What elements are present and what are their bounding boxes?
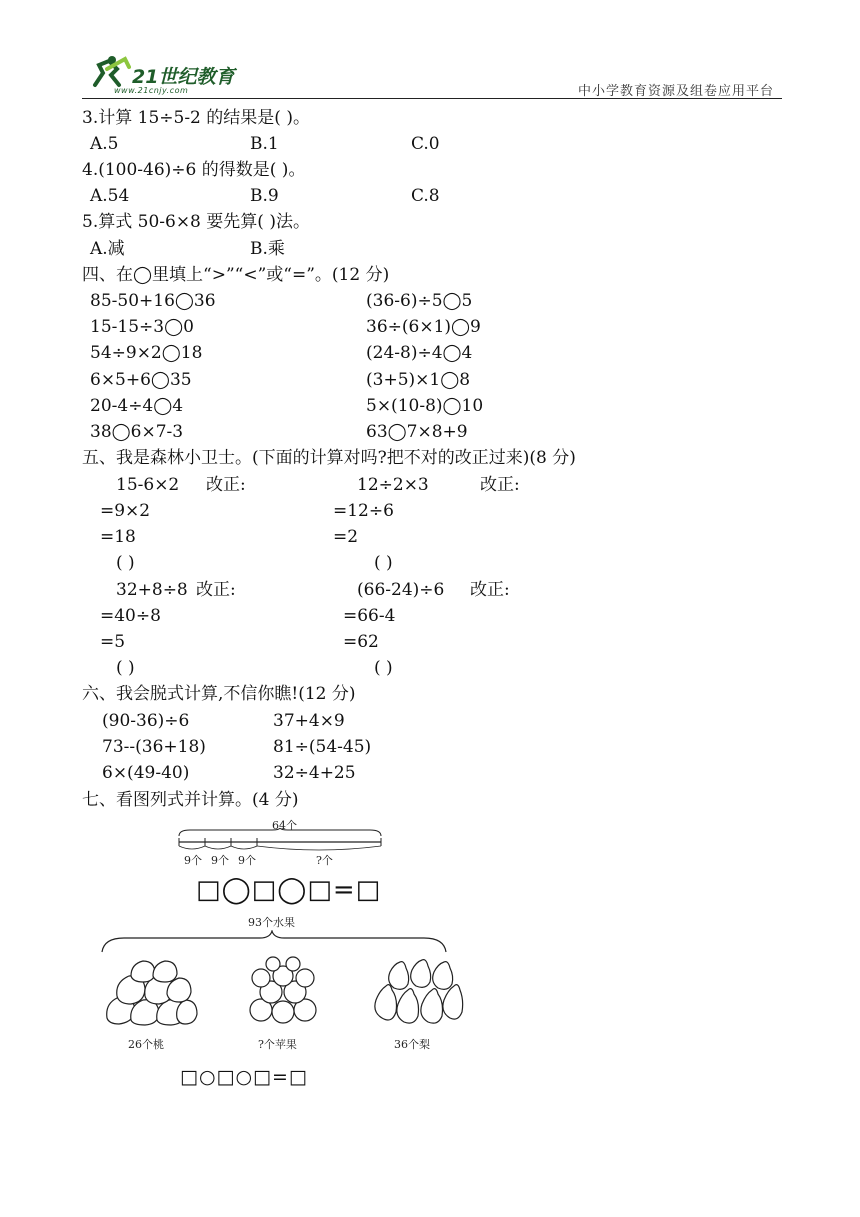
q4-stem: 4.(100-46)÷6 的得数是( )。 (82, 160, 306, 180)
p1-fix-label: 改正: (206, 475, 246, 495)
section4-left-item: 15-15÷3◯0 (90, 317, 194, 337)
p2-fix-label: 改正: (480, 475, 520, 495)
p4-expr: (66-24)÷6 (357, 580, 445, 600)
section4-title: 四、在◯里填上“>”“<”或“=”。(12 分) (82, 265, 390, 285)
q4-option-b: B.9 (250, 186, 279, 206)
platform-name: 中小学教育资源及组卷应用平台 (578, 84, 775, 99)
section4-right-item: 63◯7×8+9 (366, 422, 468, 442)
p2-expr: 12÷2×3 (357, 475, 429, 495)
p3-expr: 32+8÷8 (116, 580, 188, 600)
q4-option-a: A.54 (90, 186, 130, 206)
p2-answer-paren[interactable]: ( ) (374, 553, 393, 573)
q5-stem: 5.算式 50-6×8 要先算( )法。 (82, 212, 310, 232)
section4-left-item: 85-50+16◯36 (90, 291, 216, 311)
p3-answer-paren[interactable]: ( ) (116, 658, 135, 678)
p2-step1: =12÷6 (333, 501, 394, 521)
p4-fix-label: 改正: (470, 580, 510, 600)
section6-right-item: 81÷(54-45) (273, 737, 372, 757)
section6-left-item: 6×(49-40) (102, 763, 190, 783)
fig2-pear-label: 36个梨 (394, 1038, 430, 1051)
section4-left-item: 6×5+6◯35 (90, 370, 192, 390)
section4-right-item: (36-6)÷5◯5 (366, 291, 473, 311)
section4-left-item: 38◯6×7-3 (90, 422, 184, 442)
logo-url: www.21cnjy.com (114, 86, 189, 95)
q5-option-b: B.乘 (250, 239, 285, 259)
section6-right-item: 37+4×9 (273, 711, 345, 731)
q4-option-c: C.8 (411, 186, 440, 206)
p1-expr: 15-6×2 (116, 475, 180, 495)
p3-step2: =5 (100, 632, 126, 652)
fruit-brace (100, 930, 450, 954)
header-divider (82, 98, 782, 99)
section4-left-item: 54÷9×2◯18 (90, 343, 203, 363)
section4-left-item: 20-4÷4◯4 (90, 396, 184, 416)
section4-right-item: (24-8)÷4◯4 (366, 343, 473, 363)
q3-option-b: B.1 (250, 134, 279, 154)
q3-stem: 3.计算 15÷5-2 的结果是( )。 (82, 108, 310, 128)
q5-option-a: A.减 (90, 239, 125, 259)
segment-bar-diagram (176, 828, 386, 854)
section5-title: 五、我是森林小卫士。(下面的计算对吗?把不对的改正过来)(8 分) (82, 448, 576, 468)
section4-right-item: 5×(10-8)◯10 (366, 396, 484, 416)
fig1-seg3-label: 9个 (238, 854, 256, 867)
p4-answer-paren[interactable]: ( ) (374, 658, 393, 678)
p2-step2: =2 (333, 527, 359, 547)
fig1-seg2-label: 9个 (211, 854, 229, 867)
section6-title: 六、我会脱式计算,不信你瞧!(12 分) (82, 684, 356, 704)
fig1-seg1-label: 9个 (184, 854, 202, 867)
fig2-peach-label: 26个桃 (128, 1038, 164, 1051)
fig2-equation-boxes[interactable]: □○□○□=□ (180, 1066, 308, 1088)
p3-step1: =40÷8 (100, 606, 161, 626)
section7-title: 七、看图列式并计算。(4 分) (82, 790, 299, 810)
section4-right-item: (3+5)×1◯8 (366, 370, 471, 390)
p4-step1: =66-4 (343, 606, 396, 626)
p4-step2: =62 (343, 632, 379, 652)
logo-text: 21世纪教育 (132, 66, 235, 88)
pear-pile-icon (370, 956, 466, 1032)
section6-right-item: 32÷4+25 (273, 763, 356, 783)
fig2-total-label: 93个水果 (248, 916, 295, 929)
q3-option-a: A.5 (90, 134, 119, 154)
peach-pile-icon (101, 958, 199, 1028)
fig1-total-label: 64个 (272, 819, 297, 832)
p1-step1: =9×2 (100, 501, 151, 521)
fig1-equation-boxes[interactable]: □◯□◯□=□ (196, 875, 382, 905)
p3-fix-label: 改正: (196, 580, 236, 600)
q3-option-c: C.0 (411, 134, 440, 154)
apple-pile-icon (247, 956, 319, 1028)
fig2-apple-label: ?个苹果 (258, 1038, 297, 1051)
fig1-seg4-label: ?个 (316, 854, 333, 867)
p1-answer-paren[interactable]: ( ) (116, 553, 135, 573)
p1-step2: =18 (100, 527, 136, 547)
section4-right-item: 36÷(6×1)◯9 (366, 317, 481, 337)
section6-left-item: 73--(36+18) (102, 737, 206, 757)
section6-left-item: (90-36)÷6 (102, 711, 190, 731)
